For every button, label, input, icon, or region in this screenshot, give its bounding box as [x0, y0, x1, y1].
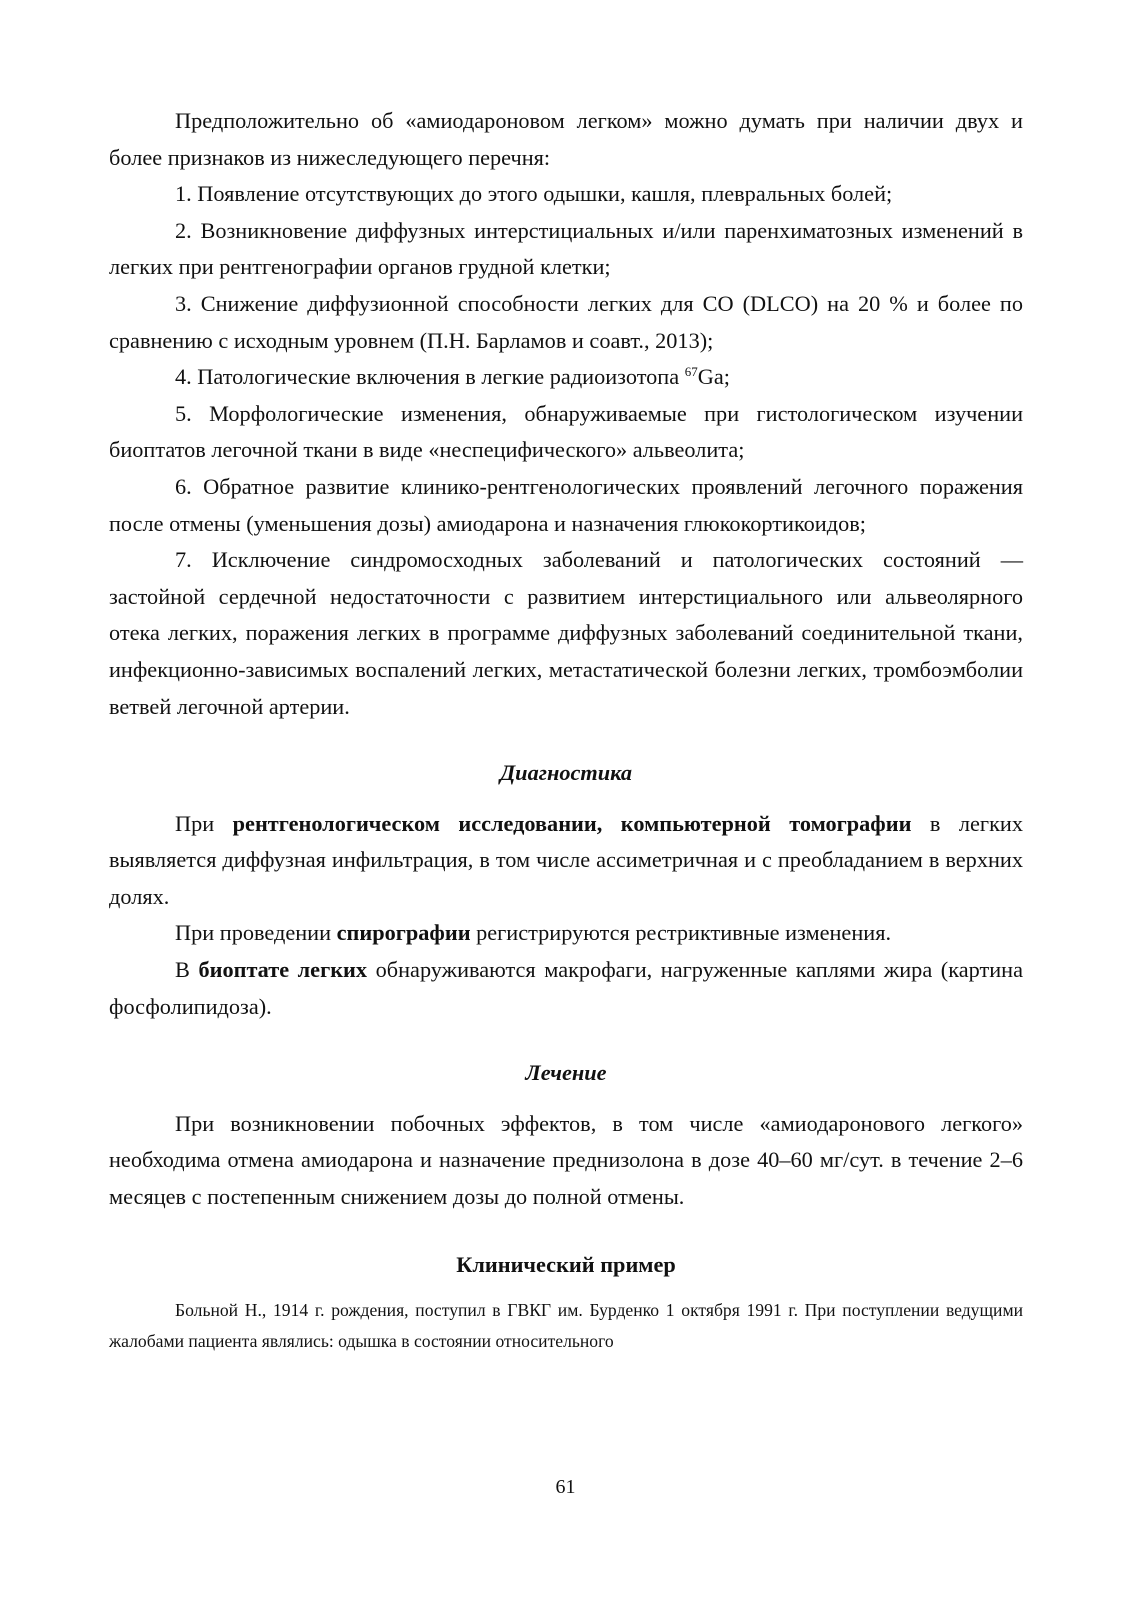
diagnostics-paragraph-2: [109, 915, 1023, 952]
page-body: [109, 103, 1023, 1356]
diagnostics-p3-lead: В: [175, 957, 199, 983]
section-heading-treatment: Лечение: [525, 1060, 607, 1086]
section-heading-clinical-example: Клинический пример: [456, 1251, 676, 1277]
page-number: 61: [555, 1476, 576, 1498]
diagnostics-p1-bold: рентгенологическом исследовании, компьютерной томографии: [232, 810, 912, 836]
criterion-7: 7. Исключение синдромосходных заболеваний и патологических состояний — застойной сердечной недостаточности с развитием интерстициального или альвеолярного отека легких, поражения легких в программе диффузных заболеваний соединительной ткани, инфекционно-зависимых воспалений легких, метастатической болезни легких, тромбоэмболии ветвей легочной артерии.: [109, 547, 1023, 719]
criterion-6: 6. Обратное развитие клинико-рентгенологических проявлений легочного поражения после отмены (уменьшения дозы) амиодарона и назначения глюкокортикоидов;: [109, 473, 1023, 536]
diagnostics-paragraph-3: [109, 952, 1023, 1025]
criterion-2: 2. Возникновение диффузных интерстициальных и/или паренхиматозных изменений в легких при рентгенографии органов грудной клетки;: [109, 217, 1023, 280]
diagnostics-paragraph-1: [109, 806, 1023, 916]
treatment-paragraph: При возникновении побочных эффектов, в том числе «амиодаронового легкого» необходима отмена амиодарона и назначение преднизолона в дозе 40–60 мг/сут. в течение 2–6 месяцев с постепенным снижением дозы до полной отмены.: [109, 1110, 1023, 1210]
diagnostics-p1-rest: в легких выявляется диффузная инфильтрация, в том числе ассиметричная и с преобладанием в верхних долях.: [109, 810, 1023, 909]
section-heading-diagnostics: Диагностика: [499, 760, 633, 786]
diagnostics-p3-rest: обнаруживаются макрофаги, нагруженные каплями жира (картина фосфолипидоза).: [109, 957, 1023, 1019]
criterion-4-tail: Ga;: [697, 364, 730, 390]
diagnostics-p2-bold: спирографии: [336, 920, 471, 946]
isotope-mass-number: 67: [684, 364, 698, 380]
diagnostics-p2-rest: регистрируются рестриктивные изменения.: [470, 920, 892, 946]
criterion-5: 5. Морфологические изменения, обнаруживаемые при гистологическом изучении биоптатов легочной ткани в виде «неспецифического» альвеолита;: [109, 400, 1023, 463]
criterion-4-text: 4. Патологические включения в легкие радиоизотопа: [175, 364, 685, 390]
clinical-example-paragraph: Больной Н., 1914 г. рождения, поступил в ГВКГ им. Бурденко 1 октября 1991 г. При поступлении ведущими жалобами пациента являлись: одышка в состоянии относительного: [109, 1300, 1023, 1351]
intro-paragraph: Предположительно об «амиодароновом легком» можно думать при наличии двух и более признаков из нижеследующего перечня:: [109, 108, 1023, 170]
diagnostics-p3-bold: биоптате легких: [198, 957, 368, 983]
diagnostics-p1-lead: При: [175, 810, 233, 836]
criterion-1: 1. Появление отсутствующих до этого одышки, кашля, плевральных болей;: [175, 181, 893, 207]
criterion-4: [109, 359, 1023, 396]
criterion-3: 3. Снижение диффузионной способности легких для CO (DLCO) на 20 % и более по сравнению с исходным уровнем (П.Н. Барламов и соавт., 2013);: [109, 290, 1023, 353]
clinical-example-text: [109, 1295, 1023, 1356]
diagnostics-p2-lead: При проведении: [175, 920, 337, 946]
